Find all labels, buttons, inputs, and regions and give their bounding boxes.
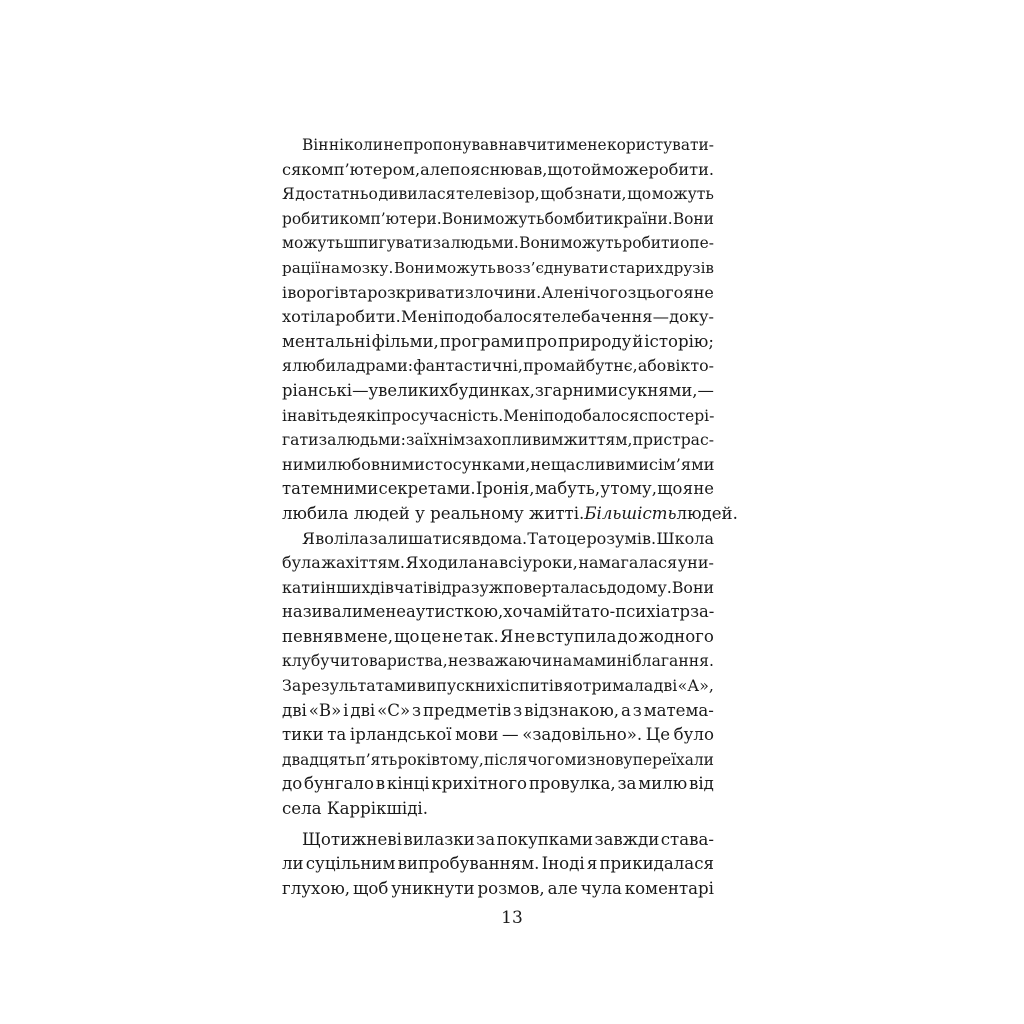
text-line: була жахіттям. Я ходила на всі уроки, намагалася уни- [282,553,714,573]
text-line: можуть шпигувати за людьми. Вони можуть робити опе- [282,234,714,253]
text-line: глухою, щоб уникнути розмов, але чула коментарі [282,878,714,898]
text-line: ними любовними стосунками, нещасливими сім’ями [282,454,715,474]
text-line: робити комп’ютери. Вони можуть бомбити країни. Вони [282,209,714,228]
text-line: я любила драми: фантастичні, про майбутнє, або вікто- [282,356,714,376]
text-line: ментальні фільми, програми про природу й історію; [282,331,714,351]
text-line: та темними секретами. Іронія, мабуть, у тому, що я не [282,479,714,499]
text-line: називали мене аутисткою, хоча мій тато-психіатр за- [282,602,715,622]
text-line: певняв мене, що це не так. Я не вступила до жодного [282,626,714,646]
text-line: до бунгало в кінці крихітного провулка, за милю від [282,774,714,794]
text-line: Він ніколи не пропонував навчити мене користувати- [302,136,714,154]
page-number: 13 [501,908,523,928]
text-line: Я воліла залишатися вдома. Тато це розумів. Школа [302,528,714,548]
text-line: ріанські — у великих будинках, з гарними сукнями, — [282,380,714,400]
text-line: кати інших дівчат і відразу ж поверталась додому. Вони [282,577,715,597]
text-line: ся комп’ютером, але пояснював, що той може робити. [282,159,715,179]
text-line: За результатами випускних іспитів я отримала дві «А», [282,676,714,696]
text-line: Я достатньо дивилася телевізор, щоб знати, що можуть [282,185,714,204]
text-line: рації на мозку. Вони можуть возз’єднувати старих друзів [282,258,714,277]
text-line: двадцять п’ять років тому, після чого ми знову переїхали [282,750,714,769]
text-line: ли суцільним випробуванням. Іноді я прикидалася [282,854,714,874]
text-line: і ворогів та розкривати злочини. Але нічого з цього я не [282,282,714,302]
body-text [282,133,738,901]
text-line: гати за людьми: за їхнім захопливим життям, пристрас- [282,431,714,450]
text-line: і навіть деякі про сучасність. Мені подобалося спостері- [282,406,715,425]
text-line: тики та ірландської мови — «задовільно». Це було [282,725,714,745]
text-line: Щотижневі вилазки за покупками завжди става- [302,829,714,849]
text-line: хотіла робити. Мені подобалося телебачення — доку- [282,307,714,327]
text-line: клубу чи товариства, незважаючи на мамині благання. [282,652,714,671]
text-line: любила людей у реальному житті. Більшість людей. [282,503,738,523]
text-line: дві «В» і дві «С» з предметів з відзнакою, а з матема- [282,700,714,720]
text-line: села Каррікшіді. [282,799,429,819]
